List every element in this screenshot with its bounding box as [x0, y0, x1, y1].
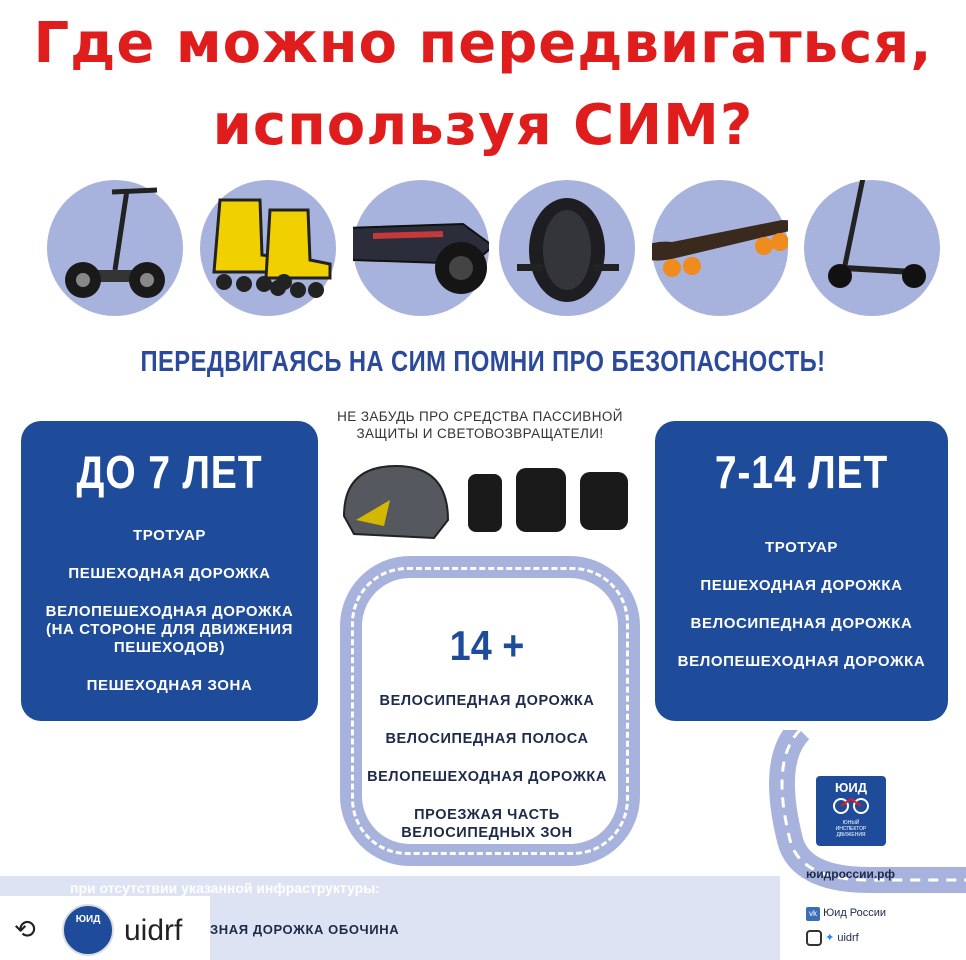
fallback-routes: ЗНАЯ ДОРОЖКА ОБОЧИНА [210, 922, 400, 937]
age-label-14-plus: 14 + [449, 622, 525, 669]
card-7-14 [655, 421, 948, 721]
twitter-icon: ✦ [825, 931, 835, 944]
vk-icon: vk [806, 907, 820, 921]
route-item: ПРОЕЗЖАЯ ЧАСТЬ [414, 807, 560, 823]
device-circle [804, 180, 940, 316]
monowheel-icon [499, 180, 635, 316]
segway-icon [47, 180, 183, 316]
route-item: ТРОТУАР [764, 539, 839, 556]
social-row[interactable] [806, 930, 859, 946]
avatar-logo-text: ЮИД [75, 914, 101, 925]
kick-scooter-icon [804, 180, 940, 316]
protection-note-line1: НЕ ЗАБУДЬ ПРО СРЕДСТВА ПАССИВНОЙ [337, 409, 623, 424]
social-handle: uidrf [837, 931, 859, 944]
repost-username[interactable]: uidrf [124, 914, 183, 947]
route-item: ПЕШЕХОДНАЯ ДОРОЖКА [68, 565, 271, 582]
skateboard-icon [652, 180, 788, 316]
route-item: ВЕЛОСИПЕДНЫХ ЗОН [401, 825, 573, 841]
age-label: ДО 7 ЛЕТ [76, 446, 263, 498]
protective-gear-illustration [336, 460, 636, 546]
logo-title: ЮИД [834, 780, 867, 795]
route-item: ПЕШЕХОДНАЯ ДОРОЖКА [700, 577, 903, 594]
safety-heading: ПЕРЕДВИГАЯСЬ НА СИМ ПОМНИ ПРО БЕЗОПАСНОСТЬ! [140, 346, 826, 378]
route-item: ВЕЛОПЕШЕХОДНАЯ ДОРОЖКА [677, 653, 926, 670]
device-circle [499, 180, 635, 316]
uid-logo [816, 776, 886, 846]
route-item: ВЕЛОСИПЕДНАЯ ПОЛОСА [385, 731, 589, 747]
route-item: ТРОТУАР [132, 527, 207, 544]
age-label: 7-14 ЛЕТ [714, 446, 889, 498]
protection-note [300, 408, 660, 442]
page-title-line2: используя СИМ? [212, 93, 754, 158]
instagram-icon [806, 930, 822, 946]
route-item: ПЕШЕХОДОВ) [113, 639, 226, 656]
helmet-icon [344, 466, 448, 538]
site-link[interactable]: юидроссии.рф [806, 867, 896, 881]
protection-note-line2: ЗАЩИТЫ И СВЕТОВОЗВРАЩАТЕЛИ! [356, 426, 604, 441]
logo-subtitle: ЮНЫЙ ИНСПЕКТОР ДВИЖЕНИЯ [835, 820, 867, 838]
route-item: ВЕЛОСИПЕДНАЯ ДОРОЖКА [379, 693, 595, 709]
roller-skates-icon [200, 180, 336, 316]
repost-icon[interactable]: ⟲ [14, 914, 36, 944]
vk-label: Юид России [823, 907, 887, 919]
device-circle [47, 180, 183, 316]
device-circle [200, 180, 336, 316]
page-title-line1: Где можно передвигаться, [33, 11, 933, 76]
vk-row[interactable] [806, 907, 886, 921]
bicycle-icon [831, 795, 871, 815]
device-circle [353, 180, 489, 316]
hoverboard-icon [353, 180, 489, 316]
absent-infra-note: при отсутствии указанной инфраструктуры: [70, 880, 380, 896]
route-item: (НА СТОРОНЕ ДЛЯ ДВИЖЕНИЯ [45, 621, 294, 638]
avatar[interactable] [62, 904, 114, 956]
card-under-7 [21, 421, 318, 721]
knee-pad-icon [468, 468, 628, 532]
route-item: ПЕШЕХОДНАЯ ЗОНА [86, 677, 253, 694]
route-item: ВЕЛОПЕШЕХОДНАЯ ДОРОЖКА [45, 603, 294, 620]
route-item: ВЕЛОСИПЕДНАЯ ДОРОЖКА [690, 615, 913, 632]
device-circle [652, 180, 788, 316]
route-item: ВЕЛОПЕШЕХОДНАЯ ДОРОЖКА [367, 769, 607, 785]
